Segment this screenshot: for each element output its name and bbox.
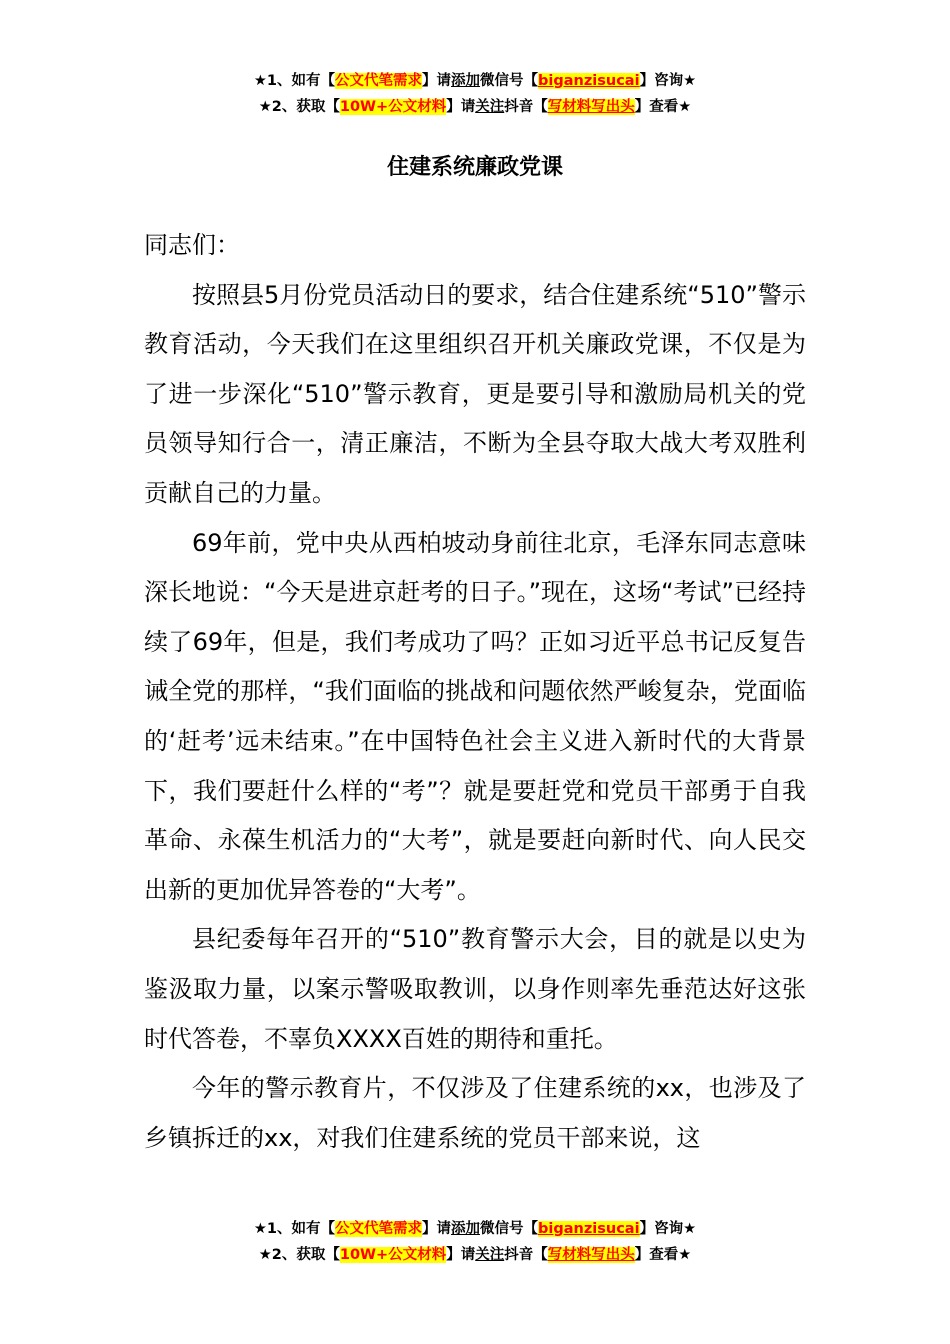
promo-douyin-account: 写材料写出头 xyxy=(547,99,635,115)
paragraph: 按照县5月份党员活动日的要求，结合住建系统“510”警示教育活动，今天我们在这里组织召开机关廉政党课，不仅是为了进一步深化“510”警示教育，更是要引导和激励局机关的党员领导知行合一，清正廉洁，不断为全县夺取大战大考双胜利贡献自己的力量。 xyxy=(144,280,806,507)
promo-wechat-id: biganzisucai xyxy=(538,73,640,89)
promo-highlight-service: 公文代笔需求 xyxy=(335,1221,423,1237)
promo-line-1: ★1、如有【公文代笔需求】请添加微信号【biganzisucai】咨询★ xyxy=(253,1221,697,1237)
promo-line-1: ★1、如有【公文代笔需求】请添加微信号【biganzisucai】咨询★ xyxy=(253,73,697,89)
promo-highlight-materials: 10W+公文材料 xyxy=(339,1247,447,1263)
paragraph: 县纪委每年召开的“510”教育警示大会，目的就是以史为鉴汲取力量，以案示警吸取教训，以身作则率先垂范达好这张时代答卷，不辜负XXXX百姓的期待和重托。 xyxy=(144,925,806,1053)
footer-promo-banner xyxy=(0,1216,950,1268)
promo-line-2: ★2、获取【10W+公文材料】请关注抖音【写材料写出头】查看★ xyxy=(258,99,692,115)
promo-wechat-id: biganzisucai xyxy=(538,1221,640,1237)
paragraph: 今年的警示教育片，不仅涉及了住建系统的xx，也涉及了乡镇拆迁的xx，对我们住建系统的党员干部来说，这 xyxy=(144,1074,806,1152)
paragraph: 69年前，党中央从西柏坡动身前往北京，毛泽东同志意味深长地说：“今天是进京赶考的日子。”现在，这场“考试”已经持续了69年，但是，我们考成功了吗？正如习近平总书记反复告诫全党的那样，“我们面临的挑战和问题依然严峻复杂，党面临的‘赶考’远未结束。”在中国特色社会主义进入新时代的大背景下，我们要赶什么样的“考”？就是要赶党和党员干部勇于自我革命、永葆生机活力的“大考”，就是要赶向新时代、向人民交出新的更加优异答卷的“大考”。 xyxy=(144,528,806,904)
document-title: 住建系统廉政党课 xyxy=(386,155,563,180)
document-body xyxy=(144,221,806,1163)
promo-line-2: ★2、获取【10W+公文材料】请关注抖音【写材料写出头】查看★ xyxy=(258,1247,692,1263)
header-promo-banner xyxy=(0,68,950,120)
promo-douyin-account: 写材料写出头 xyxy=(547,1247,635,1263)
promo-highlight-service: 公文代笔需求 xyxy=(335,73,423,89)
salutation: 同志们： xyxy=(144,231,240,259)
promo-highlight-materials: 10W+公文材料 xyxy=(339,99,447,115)
